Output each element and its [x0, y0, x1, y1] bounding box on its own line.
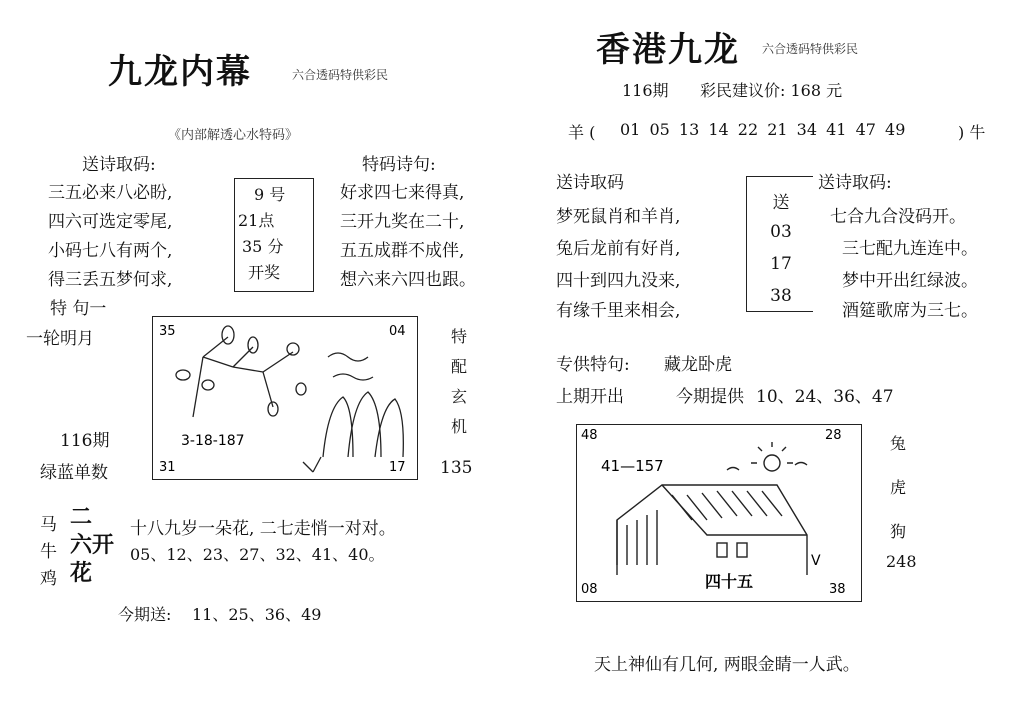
left-sketch-label: 3-18-187 — [181, 433, 245, 449]
right-sketch-label: 28 — [825, 428, 842, 443]
left-poem1-line: 小码七八有两个, — [48, 241, 173, 261]
right-poem1-line: 四十到四九没来, — [556, 271, 681, 291]
left-sketch-frame — [152, 316, 418, 480]
right-sketch-label: 38 — [829, 582, 846, 597]
left-title: 九龙内幕 — [108, 52, 252, 92]
left-sketch-label: 17 — [389, 460, 406, 475]
flower-chars — [70, 504, 114, 588]
right-poem1-line: 有缘千里来相会, — [556, 301, 681, 321]
send-box-line: 送 — [772, 193, 790, 213]
left-sketch-drawing — [153, 317, 417, 479]
left-poem1-line: 三五必来八必盼, — [48, 183, 173, 203]
range-numbers: 01 05 13 14 22 21 34 41 47 49 — [620, 120, 906, 139]
flower-char: 六开 — [70, 533, 115, 558]
left-side-vertical — [449, 322, 469, 442]
right-poem1-line: 梦死鼠肖和羊肖, — [556, 207, 681, 227]
left-poem2-line: 五五成群不成伴, — [340, 241, 465, 261]
vertical-char: 玄 — [450, 387, 467, 406]
vertical-char: 特 — [450, 327, 467, 346]
vertical-char: 狗 — [889, 522, 906, 541]
right-sketch-label: 48 — [581, 428, 598, 443]
right-subtitle: 六合透码特供彩民 — [762, 42, 859, 56]
special-phrase-label: 特 句一 — [50, 299, 107, 319]
provide-numbers: 10、24、36、47 — [756, 387, 894, 407]
right-sketch-label: 41—157 — [601, 457, 664, 475]
left-poem3: 十八九岁一朵花, 二七走悄一对对。 — [130, 519, 396, 539]
bottom-poem: 天上神仙有几何, 两眼金睛一人武。 — [594, 655, 860, 675]
range-start: 羊 ( — [568, 123, 596, 142]
left-poem2-heading: 特码诗句: — [362, 155, 436, 175]
left-animals — [40, 512, 57, 593]
provide-label: 今期提供 — [676, 387, 744, 407]
left-sketch-label: 04 — [389, 324, 406, 339]
right-special-label: 专供特句: — [556, 355, 630, 375]
send-box-line: 38 — [770, 286, 792, 306]
right-poem1-line: 兔后龙前有好肖, — [556, 239, 681, 259]
right-poem1-heading: 送诗取码 — [556, 173, 624, 193]
right-side-vertical — [888, 422, 908, 554]
draw-box-line: 9 号 — [254, 185, 286, 204]
left-sketch-label: 31 — [159, 460, 176, 475]
flower-char: 二 — [70, 505, 93, 530]
right-price: 彩民建议价: 168 元 — [700, 81, 843, 100]
left-poem1-heading: 送诗取码: — [82, 155, 156, 175]
special-phrase: 一轮明月 — [26, 329, 94, 349]
vertical-char: 机 — [450, 417, 467, 436]
send-box-line: 03 — [770, 222, 792, 242]
left-side-number: 135 — [440, 458, 473, 478]
right-sketch-label: 08 — [581, 582, 598, 597]
right-issue: 116期 — [622, 81, 669, 100]
right-title: 香港九龙 — [596, 30, 740, 70]
right-sketch-label: 四十五 — [705, 572, 754, 591]
right-poem2-line: 梦中开出红绿波。 — [842, 271, 978, 291]
right-poem2-heading: 送诗取码: — [818, 173, 892, 193]
left-sketch-label: 35 — [159, 324, 176, 339]
left-poem2-line: 三开九奖在二十, — [340, 212, 465, 232]
draw-box-line: 21点 — [238, 211, 275, 230]
right-side-number: 248 — [886, 552, 917, 571]
right-sketch-label: V — [811, 553, 821, 569]
range-end: ) 牛 — [958, 123, 986, 142]
vertical-char: 虎 — [889, 478, 906, 497]
left-issue-note: 绿蓝单数 — [40, 463, 108, 483]
left-poem2-line: 想六来六四也跟。 — [340, 270, 476, 290]
send-box-line: 17 — [770, 254, 792, 274]
right-sketch-drawing — [577, 425, 861, 601]
left-poem2-line: 好求四七来得真, — [340, 183, 465, 203]
right-poem2-line: 七合九合没码开。 — [830, 207, 966, 227]
left-poem1-line: 得三丢五梦何求, — [48, 270, 173, 290]
vertical-char: 配 — [450, 357, 467, 376]
animal-char: 马 — [40, 515, 57, 535]
left-poem1-line: 四六可选定零尾, — [48, 212, 173, 232]
last-label: 上期开出 — [556, 387, 624, 407]
left-issue: 116期 — [60, 431, 110, 451]
draw-box-line: 开奖 — [248, 263, 281, 282]
vertical-char: 兔 — [889, 434, 906, 453]
left-subtitle: 六合透码特供彩民 — [292, 68, 389, 82]
right-sketch-frame — [576, 424, 862, 602]
right-special-phrase: 藏龙卧虎 — [664, 355, 732, 375]
right-poem2-line: 酒筵歌席为三七。 — [842, 301, 978, 321]
animal-char: 牛 — [40, 542, 57, 562]
animal-char: 鸡 — [40, 569, 57, 589]
flower-char: 花 — [70, 561, 93, 586]
today-label: 今期送: — [118, 605, 172, 624]
today-numbers: 11、25、36、49 — [192, 605, 322, 624]
left-inner-label: 《内部解透心水特码》 — [168, 128, 299, 143]
right-poem2-line: 三七配九连连中。 — [842, 239, 978, 259]
draw-box-line: 35 分 — [242, 237, 284, 256]
left-numbers-line: 05、12、23、27、32、41、40。 — [130, 545, 385, 564]
